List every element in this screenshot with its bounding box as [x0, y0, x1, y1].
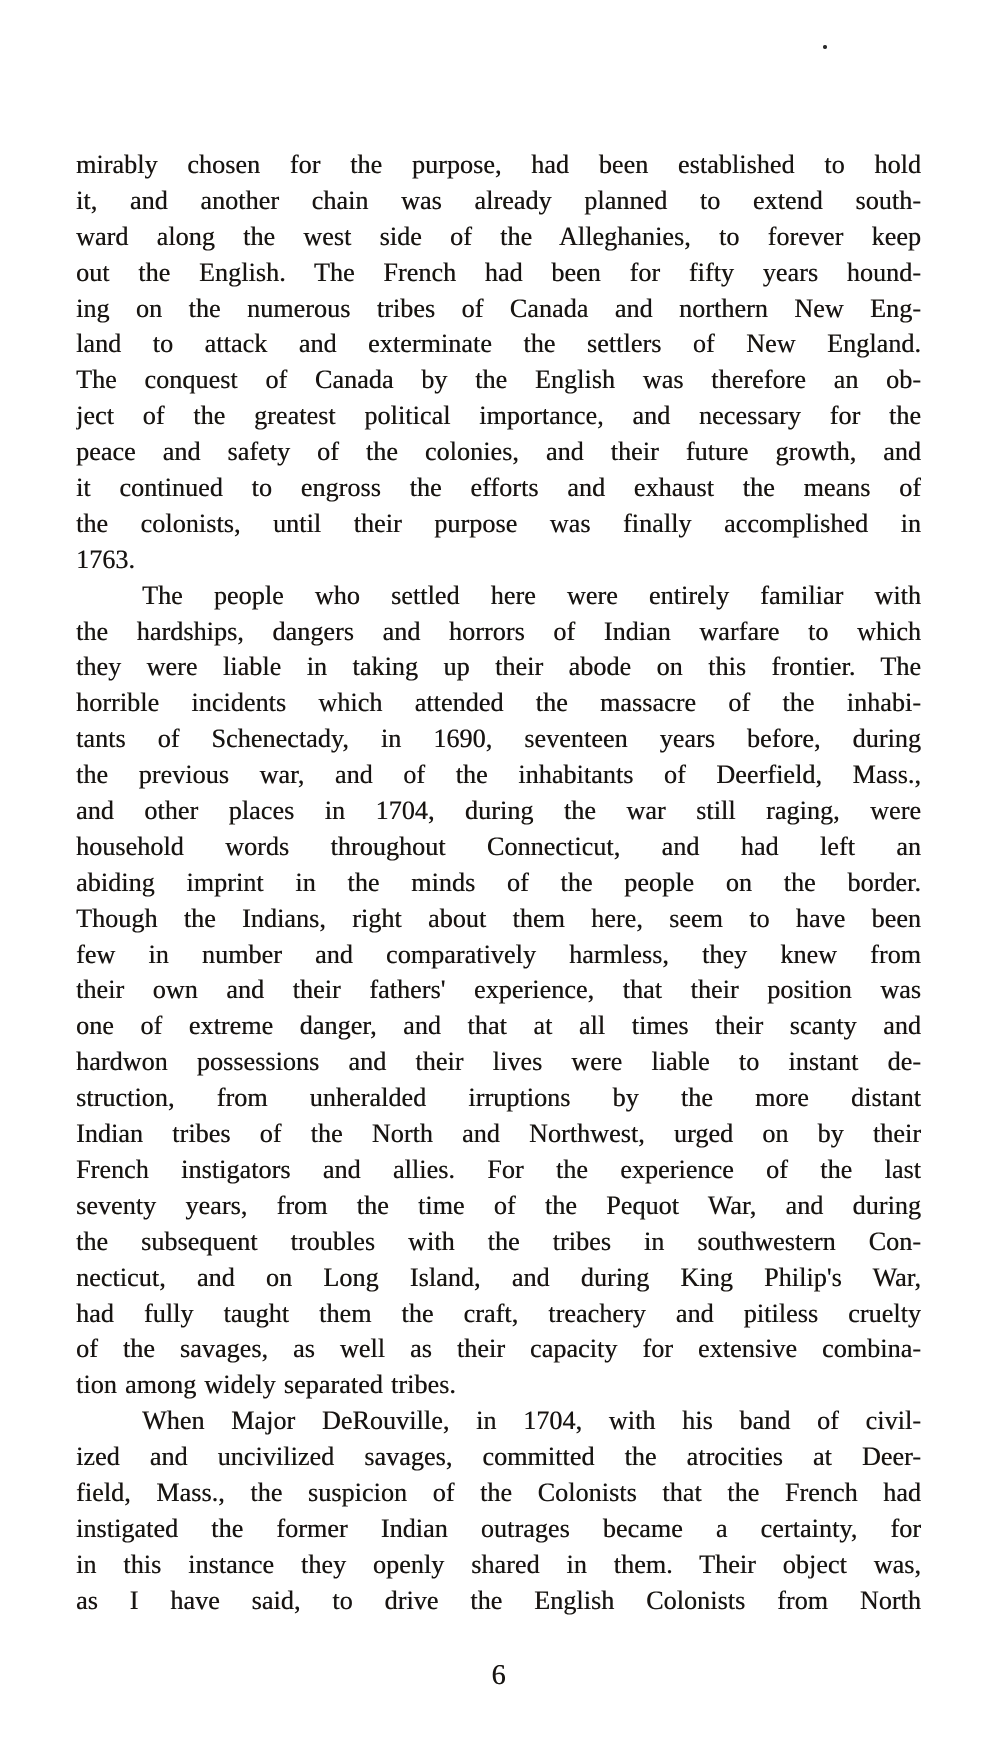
- text-line: ized and uncivilized savages, committed the atrocities at Deer-: [76, 1442, 921, 1472]
- text-line: land to attack and exterminate the settlers of New England.: [76, 329, 921, 359]
- text-line: necticut, and on Long Island, and during King Philip's War,: [76, 1262, 921, 1292]
- text-line: it continued to engross the efforts and exhaust the means of: [76, 473, 921, 503]
- text-line: of the savages, as well as their capacity for extensive combina-: [76, 1334, 921, 1364]
- page-text-block: [76, 147, 921, 1619]
- text-line: mirably chosen for the purpose, had been established to hold: [76, 150, 921, 179]
- text-line: their own and their fathers' experience, that their position was: [76, 975, 921, 1005]
- text-line: 1763.: [76, 544, 135, 574]
- text-line: the hardships, dangers and horrors of Indian warfare to which: [76, 616, 921, 646]
- text-line: tants of Schenectady, in 1690, seventeen years before, during: [76, 724, 921, 754]
- text-line: The people who settled here were entirely familiar with: [142, 580, 921, 610]
- text-line: ject of the greatest political importance, and necessary for the: [76, 401, 921, 431]
- text-line: When Major DeRouville, in 1704, with his band of civil-: [142, 1406, 921, 1436]
- text-line: one of extreme danger, and that at all times their scanty and: [76, 1011, 921, 1041]
- text-line: had fully taught them the craft, treachery and pitiless cruelty: [76, 1298, 921, 1328]
- text-line: struction, from unheralded irruptions by the more distant: [76, 1083, 921, 1113]
- text-line: ing on the numerous tribes of Canada and northern New Eng-: [76, 293, 921, 323]
- text-line: peace and safety of the colonies, and their future growth, and: [76, 437, 921, 467]
- paragraph: [76, 1403, 921, 1618]
- page-number: 6: [491, 1660, 506, 1691]
- text-line: Indian tribes of the North and Northwest, urged on by their: [76, 1119, 921, 1149]
- text-line: in this instance they openly shared in them. Their object was,: [76, 1549, 921, 1579]
- text-line: as I have said, to drive the English Colonists from North: [76, 1585, 921, 1615]
- text-line: tion among widely separated tribes.: [76, 1370, 456, 1400]
- text-line: Though the Indians, right about them here, seem to have been: [76, 903, 921, 933]
- text-line: out the English. The French had been for fifty years hound-: [76, 257, 921, 287]
- text-line: household words throughout Connecticut, and had left an: [76, 831, 921, 861]
- text-line: the colonists, until their purpose was finally accomplished in: [76, 508, 921, 538]
- text-line: it, and another chain was already planned to extend south-: [76, 185, 921, 215]
- text-line: ward along the west side of the Alleghanies, to forever keep: [76, 221, 921, 251]
- text-line: few in number and comparatively harmless, they knew from: [76, 939, 921, 969]
- text-line: The conquest of Canada by the English was therefore an ob-: [76, 365, 921, 395]
- text-line: French instigators and allies. For the experience of the last: [76, 1154, 921, 1184]
- text-line: hardwon possessions and their lives were liable to instant de-: [76, 1047, 921, 1077]
- text-line: instigated the former Indian outrages became a certainty, for: [76, 1513, 921, 1543]
- text-line: field, Mass., the suspicion of the Colonists that the French had: [76, 1477, 921, 1507]
- paragraph: [76, 147, 921, 578]
- text-line: the previous war, and of the inhabitants of Deerfield, Mass.,: [76, 760, 921, 790]
- text-line: they were liable in taking up their abode on this frontier. The: [76, 652, 921, 682]
- paragraph: [76, 578, 921, 1403]
- text-line: abiding imprint in the minds of the people on the border.: [76, 867, 921, 897]
- text-line: and other places in 1704, during the war still raging, were: [76, 796, 921, 826]
- text-line: horrible incidents which attended the massacre of the inhabi-: [76, 688, 921, 718]
- text-line: the subsequent troubles with the tribes in southwestern Con-: [76, 1226, 921, 1256]
- text-line: seventy years, from the time of the Pequot War, and during: [76, 1190, 921, 1220]
- scan-speck-artifact: [823, 45, 827, 49]
